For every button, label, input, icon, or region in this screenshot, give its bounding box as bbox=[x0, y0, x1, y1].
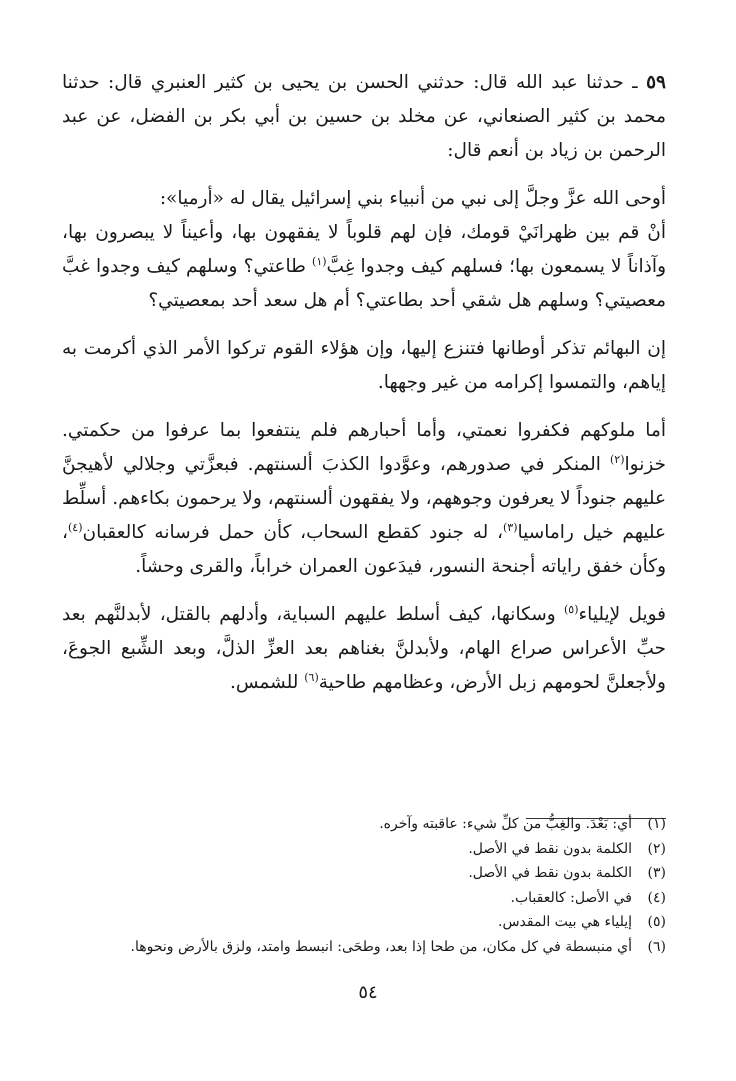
kings-paragraph bbox=[62, 410, 666, 584]
footnote-text: في الأصل: كالعقباب. bbox=[510, 889, 632, 906]
beasts-text: إن البهائم تذكر أوطانها فتنزع إليها، وإن هؤلاء القوم تركوا الأمر الذي أكرمت به إياهم، والتمسوا إكرامه من غير وجهها. bbox=[62, 338, 666, 393]
footnote-number: (٢) bbox=[647, 840, 666, 857]
isnad-paragraph bbox=[62, 62, 666, 168]
footnote-ref-2[interactable]: (٢) bbox=[609, 452, 625, 466]
footnote-number: (٥) bbox=[647, 914, 666, 930]
ilya-text bbox=[62, 598, 666, 700]
footnote-text: إيلياء هي بيت المقدس. bbox=[498, 914, 632, 930]
main-text bbox=[62, 62, 666, 710]
kings-text bbox=[62, 414, 666, 584]
isnad-body: ـ حدثنا عبد الله قال: حدثني الحسن بن يحيى بن كثير العنبري قال: حدثنا محمد بن كثير الصنعاني، عن مخلد بن حسين بن أبي بكر بن الفضل، عن عبد الرحمن بن زياد بن أنعم قال: bbox=[62, 72, 666, 161]
text-segment: وسكانها، كيف أسلط عليهم السباية، وأدلهم بالقتل، لأبدلنَّهم بعد حبِّ الأعراس صراع الهام، ولأبدلنَّ بغناهم بعد العزِّ الذلَّ، وبعد الشِّبع الجوعَ، ولأجعلنَّ لحومهم زبل الأرض، وعظامهم طاحية bbox=[62, 604, 666, 693]
footnote-number: (٦) bbox=[647, 938, 666, 955]
footnote-text: أي منبسطة في كل مكان، من طحا إذا بعد، وطحَى: انبسط وامتد، ولزق بالأرض ونحوها. bbox=[130, 938, 632, 955]
footnote-ref-1[interactable]: (١) bbox=[312, 254, 327, 268]
hadith-number: ٥٩ bbox=[646, 72, 666, 93]
text-segment: المنكر في صدورهم، وعوَّدوا الكذبَ ألسنتهم. فبعزَّتي وجلالي لأهيجنَّ عليهم جنوداً لا يعرفون وجوههم، ولا يفقهون ألسنتهم، ولا يرحمون بكاءهم. أسلِّط عليهم خيل راماسيا bbox=[62, 454, 666, 543]
footnote-item bbox=[62, 886, 666, 911]
footnote-item bbox=[62, 935, 666, 960]
revelation-paragraph bbox=[62, 178, 666, 318]
footnote-ref-6[interactable]: (٦) bbox=[304, 670, 319, 684]
footnote-text: الكلمة بدون نقط في الأصل. bbox=[468, 840, 632, 857]
footnote-number: (٣) bbox=[647, 865, 666, 881]
footnote-text: أي: بَعْدَ. والغِبُّ من كلِّ شيء: عاقبته وآخره. bbox=[379, 816, 632, 832]
footnote-item bbox=[62, 812, 666, 837]
revelation-text bbox=[62, 182, 666, 318]
beasts-paragraph bbox=[62, 328, 666, 400]
footnote-ref-3[interactable]: (٣) bbox=[503, 520, 518, 534]
text-segment: ، وكأن خفق راياته أجنحة النسور، فيدَعون العمران خراباً، والقرى وحشاً. bbox=[62, 522, 666, 577]
footnote-item bbox=[62, 861, 666, 886]
footnote-ref-5[interactable]: (٥) bbox=[563, 602, 579, 616]
isnad-text bbox=[62, 66, 666, 168]
footnote-number: (٤) bbox=[647, 889, 666, 906]
footnote-item bbox=[62, 837, 666, 862]
text-segment: أوحى الله عزَّ وجلَّ إلى نبي من أنبياء بني إسرائيل يقال له «أرميا»: bbox=[159, 188, 666, 209]
footnotes-list bbox=[62, 812, 666, 959]
text-segment: ، له جنود كقطع السحاب، كأن حمل فرسانه كالعقبان bbox=[82, 522, 503, 543]
text-segment: أما ملوكهم فكفروا نعمتي، وأما أحبارهم فلم ينتفعوا بما عرفوا من حكمتي. خزنوا bbox=[62, 420, 666, 475]
footnote-text: الكلمة بدون نقط في الأصل. bbox=[468, 865, 632, 881]
text-segment: فويل لإيلياء bbox=[578, 604, 667, 625]
page-number: ٥٤ bbox=[358, 982, 378, 1003]
footnote-item bbox=[62, 910, 666, 935]
text-segment: للشمس. bbox=[229, 672, 305, 693]
ilya-paragraph bbox=[62, 594, 666, 700]
text-segment: أنْ قم بين ظهرانَيْ قومك، فإن لهم قلوباً لا يفقهون بها، وأعيناً لا يبصرون bbox=[95, 222, 666, 243]
text-segment: طاعتي؟ وسلهم كيف وجدوا غبَّ معصيتي؟ وسلهم هل شقي أحد بطاعتي؟ أم هل سعد أحد بمعصيتي؟ bbox=[62, 256, 666, 311]
text-segment: بها، وآذاناً لا يسمعون بها؛ فسلهم كيف وجدوا غِبَّ bbox=[62, 222, 666, 277]
footnote-number: (١) bbox=[647, 816, 666, 832]
footnote-ref-4[interactable]: (٤) bbox=[67, 520, 83, 534]
